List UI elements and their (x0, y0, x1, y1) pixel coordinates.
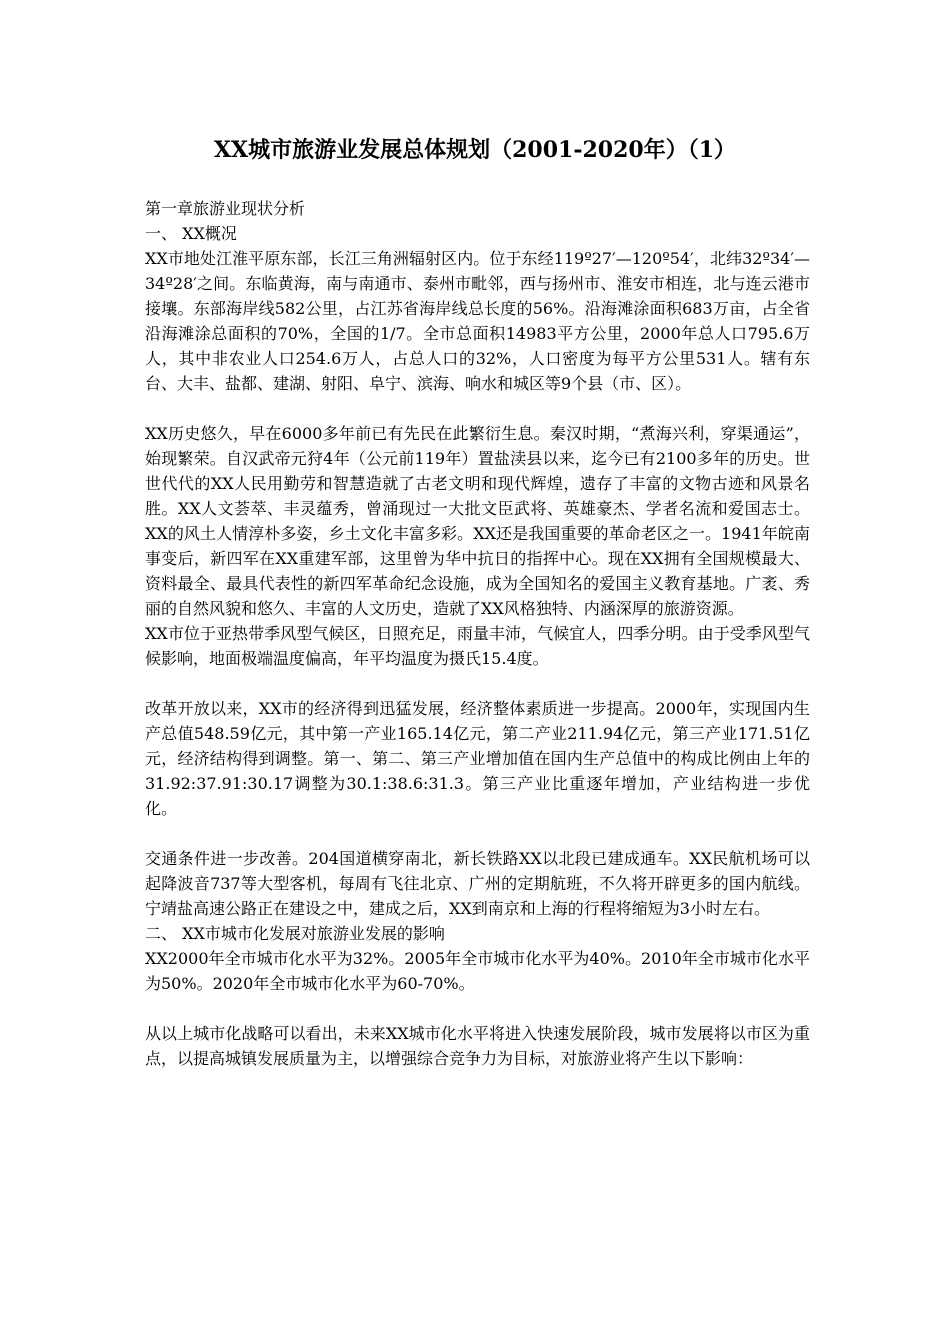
section-heading-overview: 一、 XX概况 (145, 224, 237, 243)
paragraph-spacer (145, 396, 810, 421)
paragraph-spacer (145, 671, 810, 696)
paragraph-economy: 改革开放以来，XX市的经济得到迅猛发展，经济整体素质进一步提高。2000年，实现国内生产总值548.59亿元，其中第一产业165.14亿元，第二产业211.94亿元，第三产业171.51亿元，经济结构得到调整。第一、第二、第三产业增加值在国内生产总值中的构成比例由上年的31.92:37.91:30.17调整为30.1:38.6:31.3。第三产业比重逐年增加，产业结构进一步优化。 (145, 699, 810, 818)
chapter-heading: 第一章旅游业现状分析 (145, 199, 306, 218)
document-body (145, 196, 810, 1071)
paragraph-spacer (145, 996, 810, 1021)
paragraph-geography: XX市地处江淮平原东部，长江三角洲辐射区内。位于东经119º27′—120º54′，北纬32º34′—34º28′之间。东临黄海，南与南通市、泰州市毗邻，西与扬州市、淮安市相连，北与连云港市接壤。东部海岸线582公里，占江苏省海岸线总长度的56%。沿海滩涂面积683万亩，占全省沿海滩涂总面积的70%，全国的1/7。全市总面积14983平方公里，2000年总人口795.6万人，其中非农业人口254.6万人，占总人口的32%，人口密度为每平方公里531人。辖有东台、大丰、盐都、建湖、射阳、阜宁、滨海、响水和城区等9个县（市、区）。 (145, 249, 810, 393)
paragraph-spacer (145, 821, 810, 846)
paragraph-transport: 交通条件进一步改善。204国道横穿南北，新长铁路XX以北段已建成通车。XX民航机场可以起降波音737等大型客机，每周有飞往北京、广州的定期航班，不久将开辟更多的国内航线。宁靖盐高速公路正在建设之中，建成之后，XX到南京和上海的行程将缩短为3小时左右。 (145, 849, 810, 918)
paragraph-climate: XX市位于亚热带季风型气候区，日照充足，雨量丰沛，气候宜人，四季分明。由于受季风型气候影响，地面极端温度偏高，年平均温度为摄氏15.4度。 (145, 624, 810, 668)
paragraph-history: XX历史悠久，早在6000多年前已有先民在此繁衍生息。秦汉时期，“煮海兴利，穿渠通运”，始现繁荣。自汉武帝元狩4年（公元前119年）置盐渎县以来，迄今已有2100多年的历史。世世代代的XX人民用勤劳和智慧造就了古老文明和现代辉煌，遗存了丰富的文物古迹和风景名胜。XX人文荟萃、丰灵蕴秀，曾涌现过一大批文臣武将、英雄豪杰、学者名流和爱国志士。XX的风土人情淳朴多姿，乡土文化丰富多彩。XX还是我国重要的革命老区之一。1941年皖南事变后，新四军在XX重建军部，这里曾为华中抗日的指挥中心。现在XX拥有全国规模最大、资料最全、最具代表性的新四军革命纪念设施，成为全国知名的爱国主义教育基地。广袤、秀丽的自然风貌和悠久、丰富的人文历史，造就了XX风格独特、内涵深厚的旅游资源。 (145, 424, 810, 618)
document-title: XX城市旅游业发展总体规划（2001-2020年）（1） (213, 137, 737, 163)
section-heading-urbanization: 二、 XX市城市化发展对旅游业发展的影响 (145, 924, 445, 943)
paragraph-urbanization-impact: 从以上城市化战略可以看出，未来XX城市化水平将进入快速发展阶段，城市发展将以市区为重点，以提高城镇发展质量为主，以增强综合竞争力为目标，对旅游业将产生以下影响： (145, 1024, 810, 1068)
paragraph-urbanization-levels: XX2000年全市城市化水平为32%。2005年全市城市化水平为40%。2010年全市城市化水平为50%。2020年全市城市化水平为60-70%。 (145, 949, 810, 993)
